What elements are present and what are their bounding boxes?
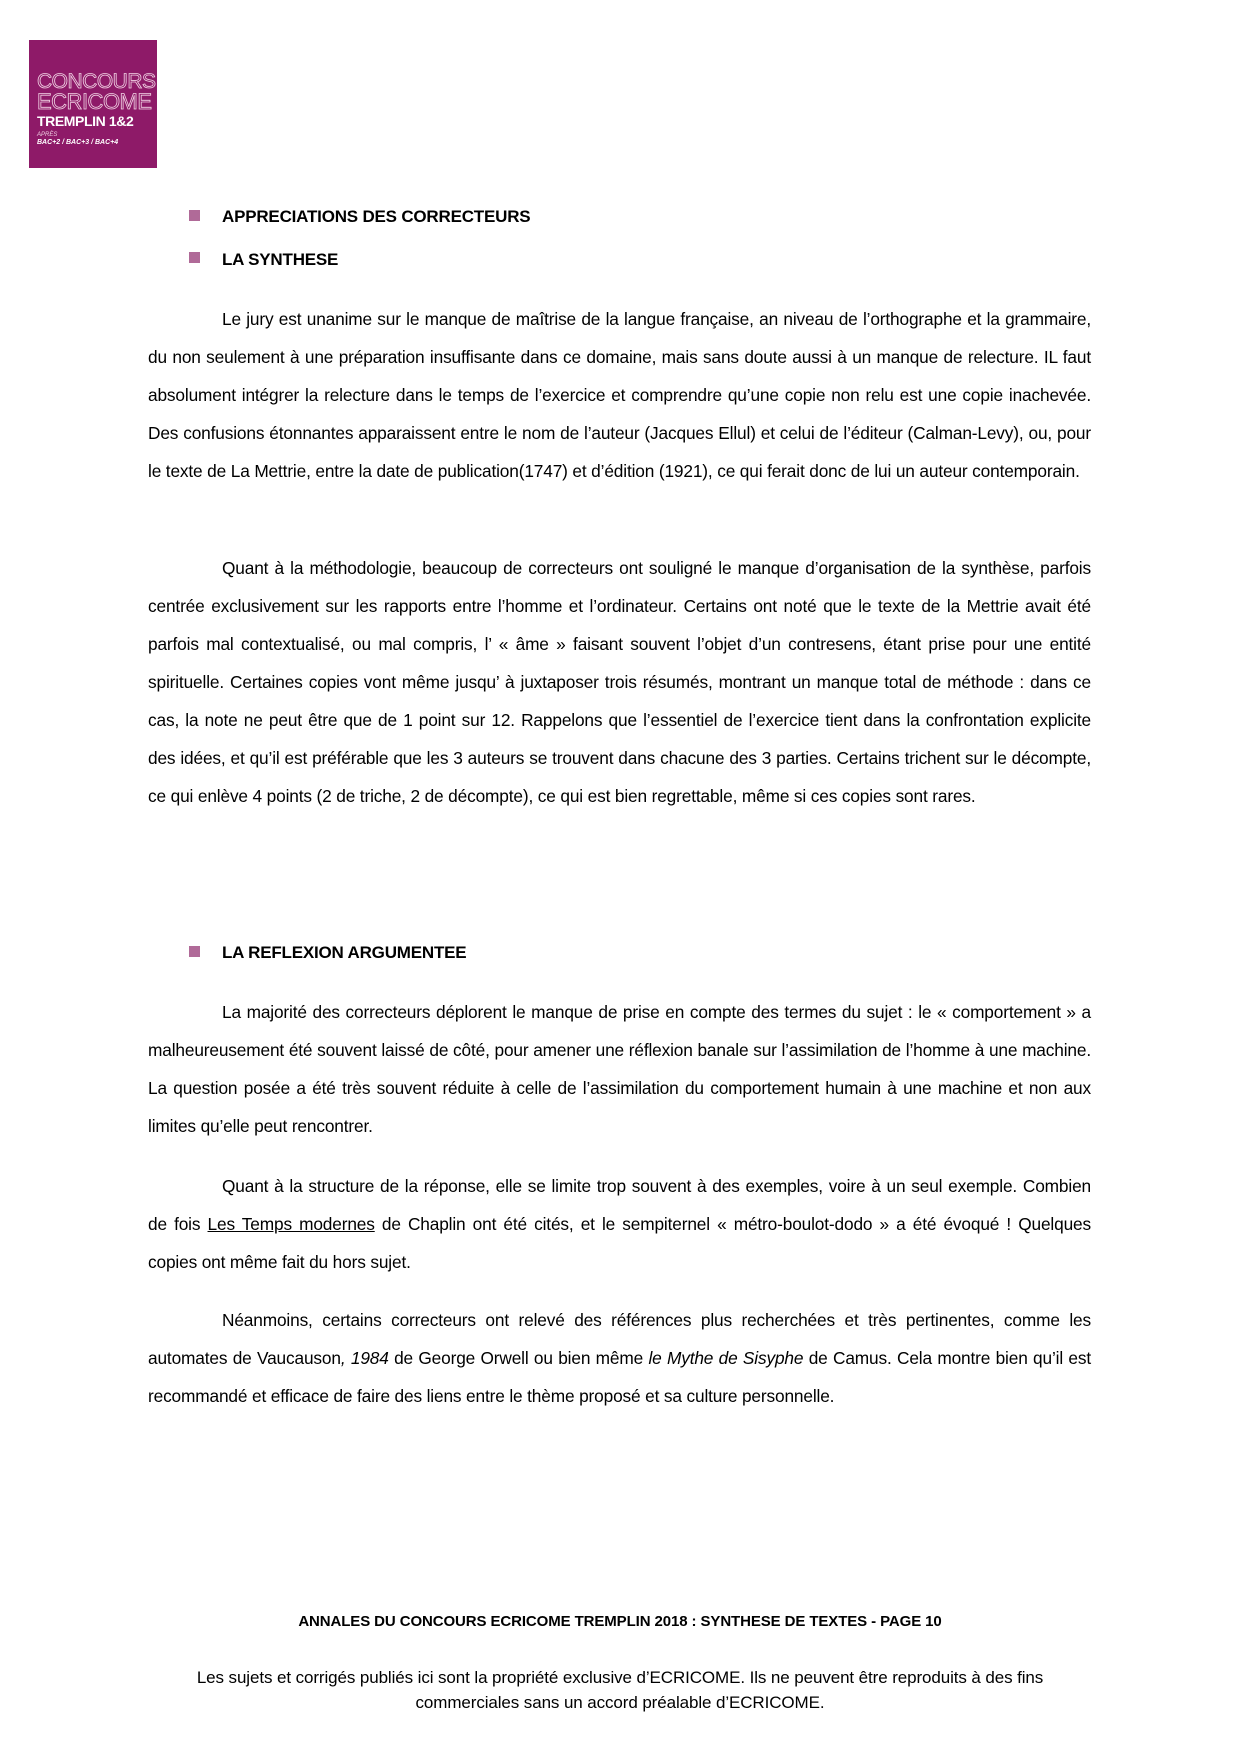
logo-line-bac: BAC+2 / BAC+3 / BAC+4 bbox=[37, 139, 119, 146]
square-bullet-icon bbox=[189, 946, 200, 957]
logo-line-concours: CONCOURS bbox=[37, 70, 156, 93]
logo-line-ecricome: ECRICOME bbox=[37, 89, 152, 114]
logo-line-tremplin: TREMPLIN 1&2 bbox=[37, 113, 134, 129]
reflexion-paragraph-2: Quant à la structure de la réponse, elle se limite trop souvent à des exemples, voire à un seul exemple. Combien de fois Les Temps modernes de Chaplin ont été cités, et le sempiternel « métro-boulot-dodo » a été évoqué ! Quelques copies ont même fait du hors sujet. bbox=[148, 1176, 1091, 1272]
underlined-title-temps-modernes: Les Temps modernes bbox=[207, 1214, 375, 1234]
footer-copyright: Les sujets et corrigés publiés ici sont la propriété exclusive d’ECRICOME. Ils ne peuvent être reproduits à des fins commerciales sans un accord préalable d’ECRICOME. bbox=[196, 1668, 1044, 1712]
square-bullet-icon bbox=[189, 210, 200, 221]
heading-appreciations: APPRECIATIONS DES CORRECTEURS bbox=[222, 207, 531, 226]
heading-synthese: LA SYNTHESE bbox=[222, 250, 339, 269]
logo-line-apres: APRÈS bbox=[37, 132, 58, 138]
footer-title: ANNALES DU CONCOURS ECRICOME TREMPLIN 2018 : SYNTHESE DE TEXTES - PAGE 10 bbox=[298, 1613, 942, 1630]
heading-reflexion: LA REFLEXION ARGUMENTEE bbox=[222, 943, 467, 962]
synthese-paragraph-1: Le jury est unanime sur le manque de maîtrise de la langue française, an niveau de l’orthographe et la grammaire, du non seulement à une préparation insuffisante dans ce domaine, mais sans doute aussi à un manque de relecture. IL faut absolument intégrer la relecture dans le temps de l’exercice et comprendre qu’une copie non relu est une copie inachevée. Des confusions étonnantes apparaissent entre le nom de l’auteur (Jacques Ellul) et celui de l’éditeur (Calman-Levy), ou, pour le texte de La Mettrie, entre la date de publication(1747) et d’édition (1921), ce qui ferait donc de lui un auteur contemporain. bbox=[148, 309, 1091, 481]
reflexion-paragraph-3: Néanmoins, certains correcteurs ont relevé des références plus recherchées et très pertinentes, comme les automates de Vaucauson, 1984 de George Orwell ou bien même le Mythe de Sisyphe de Camus. Cela montre bien qu’il est recommandé et efficace de faire des liens entre le thème proposé et sa culture personnelle. bbox=[148, 1310, 1091, 1406]
square-bullet-icon bbox=[189, 252, 200, 263]
synthese-paragraph-2: Quant à la méthodologie, beaucoup de correcteurs ont souligné le manque d’organisation de la synthèse, parfois centrée exclusivement sur les rapports entre l’homme et l’ordinateur. Certains ont noté que le texte de la Mettrie avait été parfois mal contextualisé, ou mal compris, l’ « âme » faisant souvent l’objet d’un contresens, étant prise pour une entité spirituelle. Certaines copies vont même jusqu’ à juxtaposer trois résumés, montrant un manque total de méthode : dans ce cas, la note ne peut être que de 1 point sur 12. Rappelons que l’essentiel de l’exercice tient dans la confrontation explicite des idées, et qu’il est préférable que les 3 auteurs se trouvent dans chacune des 3 parties. Certains trichent sur le décompte, ce qui enlève 4 points (2 de triche, 2 de décompte), ce qui est bien regrettable, même si ces copies sont rares. bbox=[148, 558, 1091, 806]
ecricome-logo bbox=[29, 40, 157, 168]
reflexion-paragraph-1: La majorité des correcteurs déplorent le manque de prise en compte des termes du sujet : le « comportement » a malheureusement été souvent laissé de côté, pour amener une réflexion banale sur l’assimilation de l’homme à une machine. La question posée a été très souvent réduite à celle de l’assimilation du comportement humain à une machine et non aux limites qu’elle peut rencontrer. bbox=[148, 1002, 1091, 1136]
